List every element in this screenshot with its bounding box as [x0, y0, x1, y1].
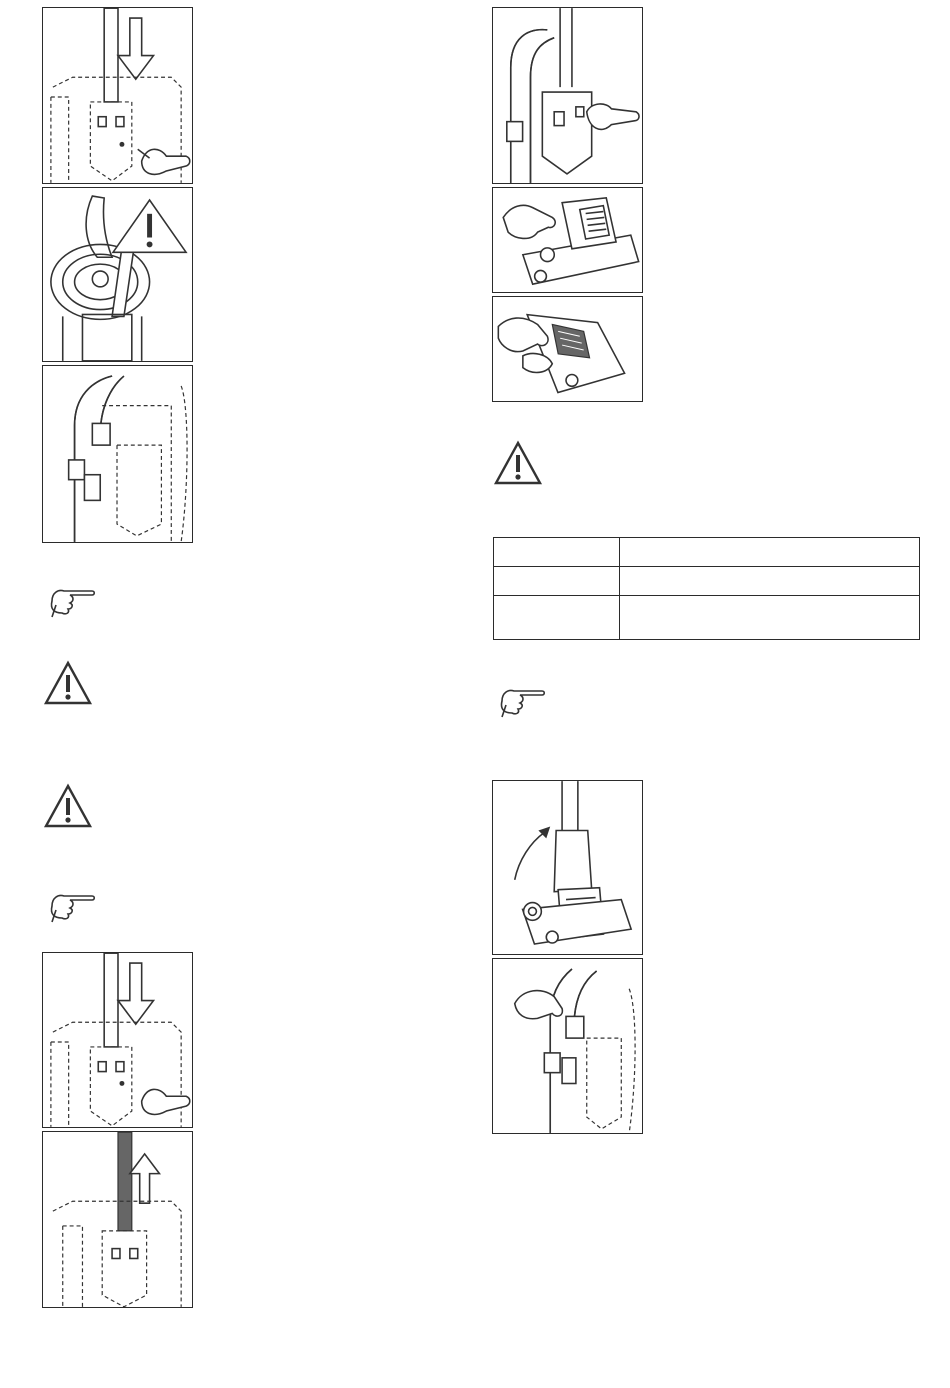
pointing-hand-icon	[494, 683, 546, 719]
figure-handle-tilt-arrow	[492, 780, 643, 955]
table-cell	[494, 596, 620, 640]
pointing-hand-icon	[44, 888, 96, 924]
table-cell	[494, 567, 620, 596]
figure-nozzle-hand	[492, 187, 643, 293]
table-cell	[620, 567, 920, 596]
table-cell	[620, 596, 920, 640]
table-row	[494, 596, 920, 640]
table-cell	[620, 538, 920, 567]
warning-triangle-icon	[43, 660, 93, 706]
table-row	[494, 538, 920, 567]
table-cell	[494, 538, 620, 567]
warning-triangle-icon	[493, 440, 543, 486]
figure-hose-in-holder-left	[42, 365, 193, 543]
figure-tube-pull-up	[42, 1131, 193, 1308]
figure-nozzle-underside	[492, 296, 643, 402]
warning-triangle-icon	[43, 783, 93, 829]
figure-hose-hand-insert	[492, 958, 643, 1134]
pointing-hand-icon	[44, 583, 96, 619]
table-row	[494, 567, 920, 596]
figure-release-button-press	[492, 7, 643, 184]
figure-cord-wrap-warning	[42, 187, 193, 362]
figure-hose-insert-down-2	[42, 952, 193, 1128]
spec-table	[493, 537, 920, 640]
figure-hose-insert-down-1	[42, 7, 193, 184]
